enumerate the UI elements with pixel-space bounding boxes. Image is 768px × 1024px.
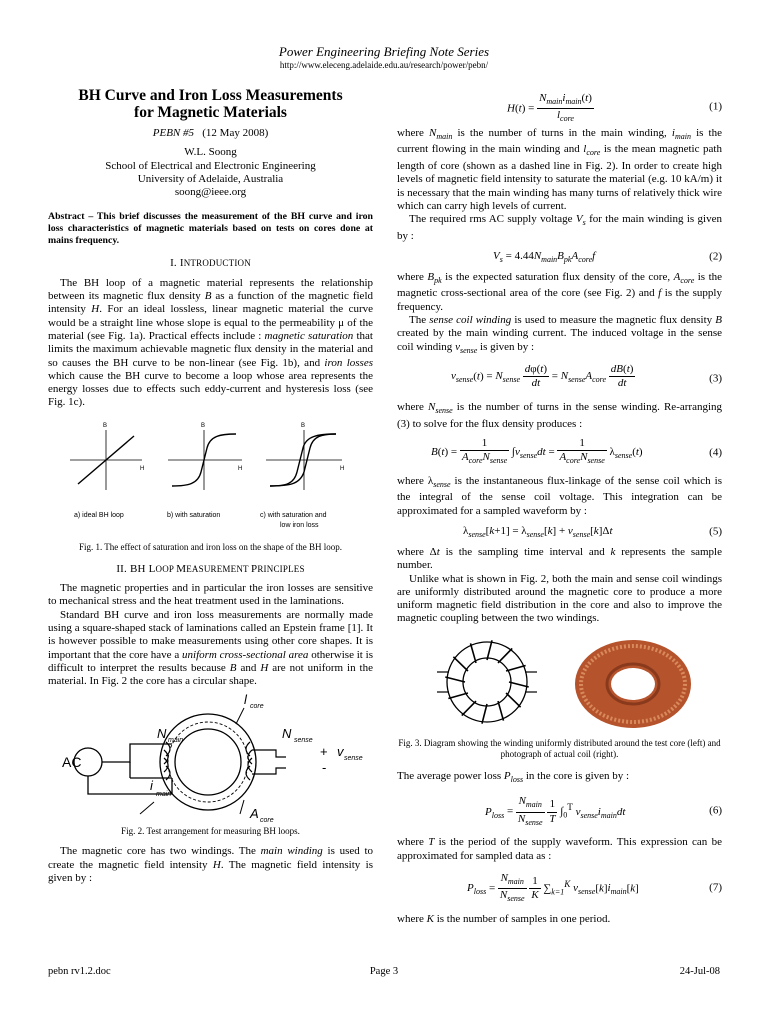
sense-coil-paragraph: The sense coil winding is used to measure the magnetic flux density B created by the main winding current. The induced voltage in the sense coil winding $v_{sense}$ is given by : — [397, 314, 723, 355]
equation-3: $v_{sense}(t) = N_{sense}$ $\frac{d\varphi(t)}{dt}$ = $N_{sense}A_{core}$ $\frac{dB(t)}{dt}$ (3) — [451, 363, 722, 390]
section-1-heading: I. INTRODUCTION — [170, 257, 251, 270]
equation-7: $P_{loss}$ = $\frac{N_{main}}{N_{sense}}$ $\frac{1}{K}$ $\sum_{k=1}^K$ $v_{sense}[k]i_{main}[k]$ (7) — [467, 871, 722, 904]
toroid-diagram — [437, 640, 537, 723]
power-loss-intro: The average power loss $P_{loss}$ in the core is given by : — [397, 769, 630, 784]
i-main-label: i — [150, 778, 153, 794]
figure-1 — [48, 418, 373, 536]
winding-turn — [448, 693, 468, 698]
equation-1-explanation: where $N_{main}$ is the number of turns in the main winding, $i_{main}$ is the current flowing in the main winding and $l_{core}$ is the mean magnetic path length of core (shown as a dashed line in Fig. 2). In order to create high levels of magnetic field intensity to saturate the material (e.g. 10 kA/m) it is necessary that the main winding has many turns of relatively thick wire which can carry high levels of current. — [397, 127, 722, 212]
winding-turn — [509, 682, 529, 687]
a-core-label: A — [250, 806, 259, 822]
supply-voltage-paragraph: The required rms AC supply voltage $V_s$ for the main winding is given by : — [397, 213, 722, 242]
equation-5: $\lambda_{sense}[k+1] = \lambda_{sense}[k] + v_{sense}[k]\Delta t$ (5) — [463, 524, 722, 540]
equation-6-explanation: where T is the period of the supply waveform. This expression can be approximated for sampled data as : — [397, 836, 722, 862]
fig1a-axis-b: B — [103, 422, 108, 429]
equation-2-explanation: where $B_{pk}$ is the expected saturation flux density of the core, $A_{core}$ is the magnetic cross-sectional area of the core (see Fig. 2) and f is the supply frequency. — [397, 270, 723, 313]
fig1c-axis-h: H — [340, 465, 345, 472]
winding-turn — [453, 657, 468, 671]
fig1a-caption: a) ideal BH loop — [74, 511, 124, 519]
section-2-heading: II. BH LOOP MEASUREMENT PRINCIPLES — [116, 562, 305, 575]
left-column — [48, 87, 373, 885]
plus-sign: + — [320, 744, 328, 760]
v-sense-label: v — [337, 744, 344, 760]
fig1c-caption-line1: c) with saturation and — [260, 511, 327, 519]
figure-3-caption: Fig. 3. Diagram showing the winding uniformly distributed around the test core (left) and photograph of actual coil (right). — [398, 737, 721, 759]
winding-turn — [506, 665, 526, 670]
n-sense-sub: sense — [294, 737, 313, 745]
fig1-plot-loop — [266, 423, 344, 490]
a-core-sub: core — [260, 817, 274, 825]
right-column — [397, 87, 722, 926]
equation-7-explanation: where K is the number of samples in one period. — [397, 912, 611, 925]
figure-3 — [397, 634, 722, 734]
figure-2 — [48, 694, 373, 824]
footer-filename: pebn rv1.2.doc — [48, 966, 111, 977]
l-core-label: l — [244, 694, 247, 708]
v-sense-sub: sense — [344, 755, 363, 763]
section2-paragraph-1: The magnetic properties and in particular the iron losses are sensitive to mechanical stress and the heat treatment used in the laminations. — [48, 582, 373, 608]
winding-turn — [498, 648, 512, 663]
winding-turn — [445, 677, 465, 682]
footer-page-number: Page 3 — [369, 966, 399, 977]
fig1b-caption: b) with saturation — [167, 511, 221, 519]
series-url[interactable]: http://www.eleceng.adelaide.edu.au/research/power/pebn/ — [279, 60, 489, 70]
fig1-plot-ideal — [70, 423, 144, 490]
series-title: Power Engineering Briefing Note Series — [278, 44, 490, 59]
section2-paragraph-3: The magnetic core has two windings. The main winding is used to create the magnetic field intensity H. The magnetic field intensity is given by : — [48, 845, 374, 885]
figure-2-caption: Fig. 2. Test arrangement for measuring BH loops. — [121, 826, 300, 837]
winding-turn — [506, 693, 521, 707]
fig1b-axis-h: H — [238, 465, 243, 472]
figure-1-caption: Fig. 1. The effect of saturation and iron loss on the shape of the BH loop. — [78, 541, 343, 552]
equation-4-explanation: where $\lambda_{sense}$ is the instantaneous flux-linkage of the sense coil which is the integral of the sense coil voltage. This integration can be approximated for a sampled waveform by : — [397, 474, 722, 517]
coil-photo — [575, 640, 691, 728]
winding-turn — [471, 643, 476, 663]
winding-turn — [498, 701, 503, 721]
equation-3-explanation: where $N_{sense}$ is the number of turns in the sense winding. Re-arranging (3) to solve for the flux density produces : — [397, 401, 723, 430]
footer-date: 24-Jul-08 — [679, 966, 720, 977]
n-main-sub: main — [168, 737, 184, 745]
paper-id: PEBN #5 (12 May 2008) — [152, 127, 269, 139]
equation-4: B(t) = $\frac{1}{A_{core}N_{sense}}$ $\int v_{sense}dt$ = $\frac{1}{A_{core}N_{sense}}$ $\lambda_{sense}(t)$ (4) — [431, 436, 722, 466]
abstract: Abstract – This brief discusses the measurement of the BH curve and iron loss characteristics of magnetic materials based on tests on cores done at mains frequency. — [48, 211, 373, 247]
author-email: soong@ieee.org — [174, 186, 247, 199]
author: W.L. Soong — [184, 146, 237, 159]
ac-label: AC — [62, 754, 82, 771]
winding-turn — [482, 704, 487, 724]
paper-title: BH Curve and Iron Loss Measurements for Magnetic Materials — [78, 87, 343, 121]
equation-2: $V_s = 4.44N_{main}B_{pk}A_{core}f$ (2) — [493, 249, 722, 265]
winding-turn — [462, 701, 476, 716]
l-core-sub: core — [250, 703, 264, 711]
fig1b-axis-b: B — [201, 422, 206, 429]
equation-5-explanation: where Δt is the sampling time interval and k represents the sample number. — [397, 545, 722, 572]
n-main-label: N — [157, 726, 167, 742]
intro-paragraph: The BH loop of a magnetic material represents the relationship between its magnetic flux density B as a function of the magnetic field intensity H. For an ideal lossless, linear magnetic material the curve would be a straight line whose slope is equal to the permeability μ of the material (see Fig. 1a). Practical effects include : magnetic saturation that limits the maximum achievable magnetic flux density in the material and so causes the BH curve to be non-linear (see Fig. 1b), and iron losses which cause the BH curve to become a loop whose area represents the energy losses due to effects such eddy-current and hysteresis loss (see Fig. 1c). — [48, 276, 373, 409]
fig1a-axis-h: H — [140, 465, 145, 472]
fig1c-caption-line2: low iron loss — [280, 521, 319, 529]
equation-6: $P_{loss}$ = $\frac{N_{main}}{N_{sense}}$ $\frac{1}{T}$ $\int_0^T$ $v_{sense}i_{main}dt$ (6) — [485, 795, 722, 827]
section2-paragraph-2: Standard BH curve and iron loss measurements are normally made using a square-shaped stack of laminations called an Epstein frame [1]. It is however possible to make measurements using other core shapes. It is important that the core have a uniform cross-sectional area otherwise it is difficult to interpret the results because B and H are not uniform in the material. In Fig. 2 the core has a circular shape. — [48, 608, 373, 688]
fig1-plot-saturation — [168, 423, 242, 490]
affiliation-2: University of Adelaide, Australia — [137, 172, 284, 185]
winding-distribution-paragraph: Unlike what is shown in Fig. 2, both the main and sense coil windings are uniformly distributed around the magnetic core to produce a more uniform magnetic field distribution in the core and also to improve the magnetic coupling between the two windings. — [397, 572, 722, 625]
n-sense-label: N — [282, 726, 292, 742]
i-main-sub: main — [156, 791, 172, 799]
fig1c-axis-b: B — [301, 422, 306, 429]
equation-1: H(t) = $\frac{N_{main}i_{main}(t)}{l_{core}}$ (1) — [507, 92, 722, 124]
affiliation-1: School of Electrical and Electronic Engineering — [105, 159, 316, 172]
minus-sign: - — [322, 760, 327, 776]
winding-turn — [487, 640, 492, 660]
